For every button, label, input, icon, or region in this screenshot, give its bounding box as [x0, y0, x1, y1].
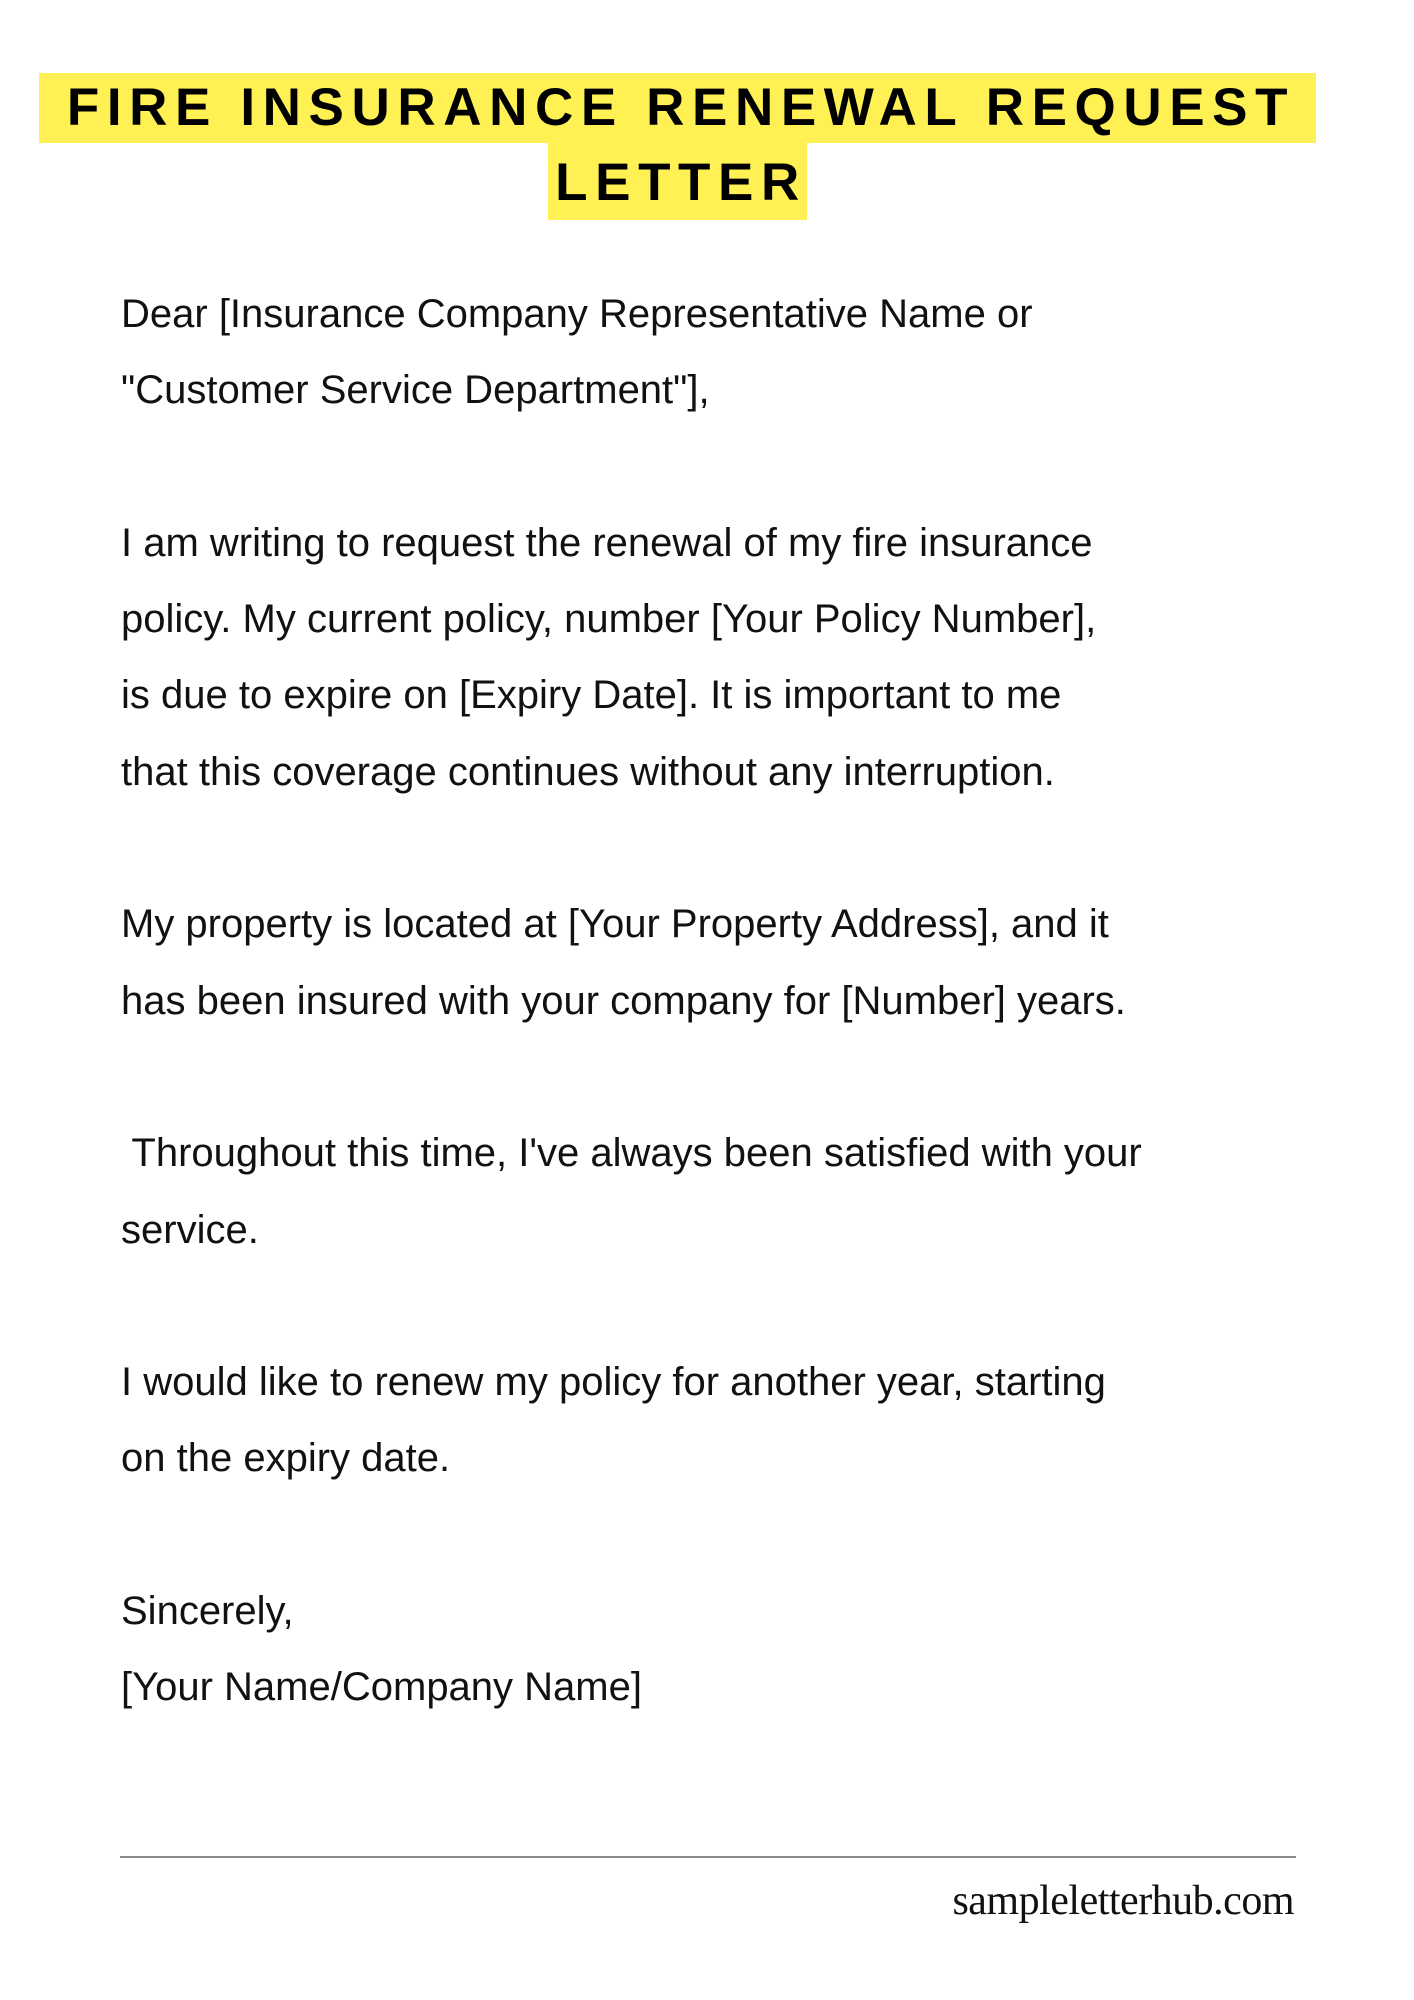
- paragraph-property: [121, 886, 1341, 1039]
- paragraph-satisfaction: [121, 1115, 1341, 1268]
- paragraph-renewal-request: [121, 505, 1341, 810]
- paragraph-line: service.: [121, 1207, 259, 1252]
- blank-line: [121, 810, 1341, 886]
- paragraph-line: I am writing to request the renewal of my fire insurance: [121, 520, 1093, 565]
- title-line-2: LETTER: [548, 143, 807, 220]
- paragraph-renewal-term: [121, 1344, 1341, 1497]
- paragraph-line: has been insured with your company for [Number] years.: [121, 978, 1126, 1023]
- paragraph-line: I would like to renew my policy for another year, starting: [121, 1360, 1106, 1405]
- salutation-line: "Customer Service Department"],: [121, 368, 710, 413]
- footer-website: sampleletterhub.com: [952, 1878, 1294, 1924]
- salutation: [121, 276, 1341, 429]
- paragraph-line: that this coverage continues without any interruption.: [121, 749, 1055, 794]
- blank-line: [121, 1039, 1341, 1115]
- salutation-line: Dear [Insurance Company Representative Name or: [121, 292, 1033, 336]
- signature: [Your Name/Company Name]: [121, 1665, 642, 1710]
- closing: Sincerely,: [121, 1589, 294, 1634]
- title-line-1: FIRE INSURANCE RENEWAL REQUEST: [39, 73, 1316, 143]
- paragraph-line: My property is located at [Your Property Address], and it: [121, 902, 1109, 947]
- paragraph-line: is due to expire on [Expiry Date]. It is important to me: [121, 673, 1062, 718]
- blank-line: [121, 1497, 1341, 1573]
- letter-body: [121, 276, 1341, 1726]
- footer-divider: [120, 1856, 1296, 1858]
- paragraph-line: Throughout this time, I've always been satisfied with your: [121, 1131, 1142, 1176]
- paragraph-line: policy. My current policy, number [Your Policy Number],: [121, 597, 1097, 642]
- blank-line: [121, 1268, 1341, 1344]
- blank-line: [121, 429, 1341, 505]
- paragraph-line: on the expiry date.: [121, 1436, 451, 1481]
